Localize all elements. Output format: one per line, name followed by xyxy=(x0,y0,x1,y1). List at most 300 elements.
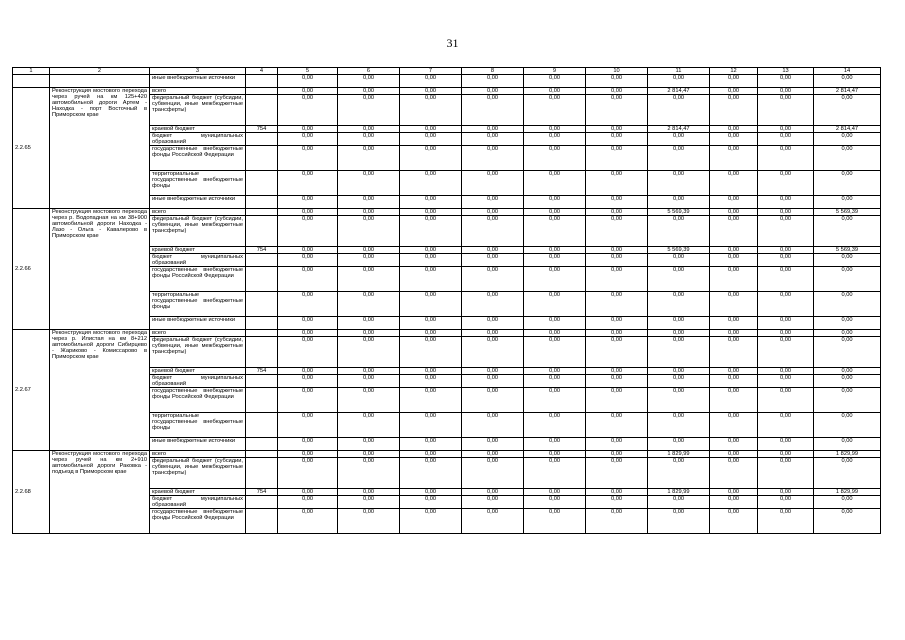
amount-cell: 0,00 xyxy=(586,413,648,438)
amount-cell: 0,00 xyxy=(586,171,648,196)
amount-cell: 0,00 xyxy=(400,292,462,317)
column-header: 9 xyxy=(524,68,586,75)
amount-cell: 0,00 xyxy=(400,458,462,489)
amount-cell: 0,00 xyxy=(524,388,586,413)
amount-cell: 0,00 xyxy=(814,196,881,209)
amount-cell: 0,00 xyxy=(462,267,524,292)
amount-cell: 0,00 xyxy=(278,458,338,489)
amount-cell: 0,00 xyxy=(338,209,400,216)
amount-cell: 0,00 xyxy=(338,133,400,146)
amount-cell: 0,00 xyxy=(524,451,586,458)
amount-cell: 0,00 xyxy=(524,88,586,95)
amount-cell: 0,00 xyxy=(462,489,524,496)
amount-cell: 0,00 xyxy=(758,496,814,509)
amount-cell: 0,00 xyxy=(400,337,462,368)
amount-cell: 0,00 xyxy=(648,75,710,88)
budget-code xyxy=(246,317,278,330)
object-name: Реконструкция мостового перехода через р. Водопадная на км 38+900 автомобильной дороги Находка - Лазо - Ольга - Кавалерово в Приморском крае xyxy=(50,209,150,330)
amount-cell: 0,00 xyxy=(278,126,338,133)
amount-cell: 0,00 xyxy=(338,317,400,330)
amount-cell: 0,00 xyxy=(278,413,338,438)
amount-cell: 0,00 xyxy=(814,292,881,317)
amount-cell: 0,00 xyxy=(586,458,648,489)
budget-code xyxy=(246,337,278,368)
amount-cell: 0,00 xyxy=(524,413,586,438)
funding-source: территориальные государственные внебюджетные фонды xyxy=(150,171,246,196)
amount-cell: 0,00 xyxy=(524,254,586,267)
amount-cell: 0,00 xyxy=(524,216,586,247)
amount-cell: 0,00 xyxy=(586,337,648,368)
amount-cell: 0,00 xyxy=(814,375,881,388)
budget-code xyxy=(246,216,278,247)
column-header: 3 xyxy=(150,68,246,75)
funding-source: федеральный бюджет (субсидии, субвенции, иные межбюджетные трансферты) xyxy=(150,216,246,247)
amount-cell: 0,00 xyxy=(400,317,462,330)
amount-cell: 0,00 xyxy=(648,146,710,171)
amount-cell: 0,00 xyxy=(648,438,710,451)
amount-cell: 0,00 xyxy=(278,317,338,330)
amount-cell: 0,00 xyxy=(462,451,524,458)
amount-cell: 0,00 xyxy=(648,330,710,337)
amount-cell: 0,00 xyxy=(814,171,881,196)
header-row xyxy=(13,68,881,75)
amount-cell: 0,00 xyxy=(338,146,400,171)
amount-cell: 0,00 xyxy=(710,247,758,254)
column-header: 8 xyxy=(462,68,524,75)
budget-code xyxy=(246,75,278,88)
amount-cell: 0,00 xyxy=(278,254,338,267)
amount-cell: 0,00 xyxy=(710,95,758,126)
table-row xyxy=(13,451,881,458)
amount-cell: 0,00 xyxy=(462,375,524,388)
budget-code xyxy=(246,146,278,171)
amount-cell: 0,00 xyxy=(710,489,758,496)
budget-code xyxy=(246,171,278,196)
amount-cell: 0,00 xyxy=(758,209,814,216)
amount-cell: 0,00 xyxy=(338,451,400,458)
amount-cell: 0,00 xyxy=(462,88,524,95)
amount-cell: 0,00 xyxy=(586,267,648,292)
amount-cell: 0,00 xyxy=(278,171,338,196)
budget-code xyxy=(246,209,278,216)
amount-cell: 0,00 xyxy=(814,368,881,375)
amount-cell: 0,00 xyxy=(524,247,586,254)
amount-cell: 0,00 xyxy=(648,375,710,388)
amount-cell: 0,00 xyxy=(338,75,400,88)
amount-cell: 0,00 xyxy=(524,196,586,209)
budget-code xyxy=(246,133,278,146)
amount-cell: 0,00 xyxy=(710,254,758,267)
funding-source: всего xyxy=(150,451,246,458)
amount-cell: 0,00 xyxy=(814,267,881,292)
table-header xyxy=(13,68,881,75)
amount-cell: 0,00 xyxy=(758,126,814,133)
amount-cell: 0,00 xyxy=(758,451,814,458)
amount-cell: 0,00 xyxy=(462,337,524,368)
amount-cell: 0,00 xyxy=(524,330,586,337)
amount-cell: 0,00 xyxy=(400,88,462,95)
amount-cell: 0,00 xyxy=(814,133,881,146)
amount-cell: 0,00 xyxy=(710,171,758,196)
funding-source: государственные внебюджетные фонды Российской Федерации xyxy=(150,146,246,171)
amount-cell: 0,00 xyxy=(648,196,710,209)
budget-code xyxy=(246,292,278,317)
amount-cell: 0,00 xyxy=(586,509,648,534)
funding-source: краевой бюджет xyxy=(150,368,246,375)
amount-cell: 0,00 xyxy=(278,509,338,534)
amount-cell: 0,00 xyxy=(710,196,758,209)
column-header: 13 xyxy=(758,68,814,75)
amount-cell: 0,00 xyxy=(758,413,814,438)
amount-cell: 0,00 xyxy=(710,216,758,247)
amount-cell: 0,00 xyxy=(758,75,814,88)
budget-code xyxy=(246,254,278,267)
amount-cell: 0,00 xyxy=(758,317,814,330)
column-header: 12 xyxy=(710,68,758,75)
amount-cell: 0,00 xyxy=(710,209,758,216)
amount-cell: 0,00 xyxy=(758,509,814,534)
amount-cell: 0,00 xyxy=(462,146,524,171)
amount-cell: 0,00 xyxy=(586,438,648,451)
column-header: 7 xyxy=(400,68,462,75)
funding-source: краевой бюджет xyxy=(150,247,246,254)
amount-cell: 0,00 xyxy=(338,337,400,368)
column-header: 1 xyxy=(13,68,50,75)
amount-cell: 0,00 xyxy=(814,75,881,88)
amount-cell: 0,00 xyxy=(648,254,710,267)
budget-code: 754 xyxy=(246,368,278,375)
budget-code xyxy=(246,458,278,489)
amount-cell: 0,00 xyxy=(758,337,814,368)
amount-cell: 2 814,47 xyxy=(648,88,710,95)
amount-cell: 0,00 xyxy=(710,267,758,292)
amount-cell: 0,00 xyxy=(758,368,814,375)
budget-code: 754 xyxy=(246,489,278,496)
amount-cell: 0,00 xyxy=(758,388,814,413)
budget-code xyxy=(246,88,278,95)
amount-cell: 0,00 xyxy=(758,171,814,196)
amount-cell: 1 829,99 xyxy=(648,451,710,458)
amount-cell: 0,00 xyxy=(814,95,881,126)
amount-cell: 0,00 xyxy=(338,171,400,196)
amount-cell: 0,00 xyxy=(338,267,400,292)
amount-cell: 0,00 xyxy=(278,292,338,317)
amount-cell: 0,00 xyxy=(400,247,462,254)
amount-cell: 0,00 xyxy=(462,216,524,247)
amount-cell: 0,00 xyxy=(586,247,648,254)
amount-cell: 0,00 xyxy=(400,330,462,337)
funding-source: территориальные государственные внебюджетные фонды xyxy=(150,413,246,438)
amount-cell: 0,00 xyxy=(400,375,462,388)
amount-cell: 0,00 xyxy=(758,88,814,95)
amount-cell: 0,00 xyxy=(524,95,586,126)
object-name: Реконструкция мостового перехода через ручей на км 125+420 автомобильной дороги Артем - Находка - порт Восточный в Приморском крае xyxy=(50,88,150,209)
amount-cell: 0,00 xyxy=(278,267,338,292)
amount-cell: 0,00 xyxy=(338,388,400,413)
funding-source: иные внебюджетные источники xyxy=(150,75,246,88)
budget-code xyxy=(246,375,278,388)
amount-cell: 0,00 xyxy=(710,337,758,368)
amount-cell: 0,00 xyxy=(758,247,814,254)
amount-cell: 5 569,39 xyxy=(814,247,881,254)
amount-cell: 0,00 xyxy=(400,388,462,413)
amount-cell: 0,00 xyxy=(400,146,462,171)
column-header: 5 xyxy=(278,68,338,75)
amount-cell: 0,00 xyxy=(400,509,462,534)
budget-code: 754 xyxy=(246,126,278,133)
amount-cell: 0,00 xyxy=(462,95,524,126)
amount-cell: 0,00 xyxy=(814,509,881,534)
amount-cell: 0,00 xyxy=(586,209,648,216)
amount-cell: 0,00 xyxy=(524,209,586,216)
amount-cell: 0,00 xyxy=(400,413,462,438)
amount-cell: 0,00 xyxy=(586,88,648,95)
amount-cell: 0,00 xyxy=(462,171,524,196)
amount-cell: 0,00 xyxy=(586,375,648,388)
amount-cell: 0,00 xyxy=(710,146,758,171)
amount-cell: 1 829,99 xyxy=(648,489,710,496)
funding-source: краевой бюджет xyxy=(150,489,246,496)
amount-cell: 0,00 xyxy=(338,330,400,337)
amount-cell: 0,00 xyxy=(338,126,400,133)
amount-cell: 0,00 xyxy=(814,254,881,267)
column-header: 2 xyxy=(50,68,150,75)
amount-cell: 0,00 xyxy=(586,330,648,337)
amount-cell: 0,00 xyxy=(586,388,648,413)
amount-cell: 2 814,47 xyxy=(648,126,710,133)
amount-cell: 0,00 xyxy=(278,88,338,95)
amount-cell: 0,00 xyxy=(710,451,758,458)
amount-cell: 0,00 xyxy=(814,330,881,337)
amount-cell: 0,00 xyxy=(586,95,648,126)
budget-code: 754 xyxy=(246,247,278,254)
table-row xyxy=(13,88,881,95)
amount-cell: 0,00 xyxy=(462,458,524,489)
amount-cell: 0,00 xyxy=(758,489,814,496)
amount-cell: 0,00 xyxy=(524,368,586,375)
budget-code xyxy=(246,388,278,413)
column-header: 14 xyxy=(814,68,881,75)
amount-cell: 0,00 xyxy=(400,496,462,509)
amount-cell: 0,00 xyxy=(400,368,462,375)
amount-cell: 0,00 xyxy=(338,216,400,247)
funding-source: всего xyxy=(150,88,246,95)
amount-cell: 0,00 xyxy=(278,330,338,337)
amount-cell: 0,00 xyxy=(462,509,524,534)
amount-cell: 0,00 xyxy=(814,496,881,509)
amount-cell: 0,00 xyxy=(278,388,338,413)
amount-cell: 0,00 xyxy=(758,133,814,146)
amount-cell: 0,00 xyxy=(278,337,338,368)
amount-cell: 0,00 xyxy=(758,330,814,337)
amount-cell: 0,00 xyxy=(278,216,338,247)
amount-cell: 2 814,47 xyxy=(814,126,881,133)
amount-cell: 0,00 xyxy=(462,496,524,509)
amount-cell: 0,00 xyxy=(462,247,524,254)
amount-cell: 0,00 xyxy=(814,438,881,451)
amount-cell: 0,00 xyxy=(758,95,814,126)
amount-cell: 0,00 xyxy=(400,196,462,209)
amount-cell: 0,00 xyxy=(338,247,400,254)
amount-cell: 0,00 xyxy=(462,317,524,330)
amount-cell: 0,00 xyxy=(586,254,648,267)
amount-cell: 0,00 xyxy=(586,317,648,330)
amount-cell: 0,00 xyxy=(400,171,462,196)
amount-cell: 0,00 xyxy=(338,458,400,489)
amount-cell: 0,00 xyxy=(710,88,758,95)
amount-cell: 0,00 xyxy=(586,368,648,375)
budget-code xyxy=(246,413,278,438)
amount-cell: 0,00 xyxy=(400,451,462,458)
amount-cell: 0,00 xyxy=(814,317,881,330)
amount-cell: 0,00 xyxy=(648,267,710,292)
funding-source: иные внебюджетные источники xyxy=(150,317,246,330)
amount-cell: 0,00 xyxy=(758,267,814,292)
amount-cell: 0,00 xyxy=(400,438,462,451)
funding-source: бюджет муниципальных образований xyxy=(150,496,246,509)
object-name: Реконструкция мостового перехода через ручей на км 2+910 автомобильной дороги Раковка - подъезд в Приморском крае xyxy=(50,451,150,534)
amount-cell: 0,00 xyxy=(338,496,400,509)
funding-source: всего xyxy=(150,330,246,337)
budget-code xyxy=(246,451,278,458)
amount-cell: 0,00 xyxy=(648,95,710,126)
amount-cell: 0,00 xyxy=(648,413,710,438)
amount-cell: 0,00 xyxy=(648,317,710,330)
amount-cell: 0,00 xyxy=(586,133,648,146)
funding-source: краевой бюджет xyxy=(150,126,246,133)
amount-cell: 0,00 xyxy=(278,209,338,216)
funding-source: федеральный бюджет (субсидии, субвенции, иные межбюджетные трансферты) xyxy=(150,458,246,489)
amount-cell: 0,00 xyxy=(710,317,758,330)
amount-cell: 0,00 xyxy=(278,438,338,451)
amount-cell: 0,00 xyxy=(814,146,881,171)
funding-source: всего xyxy=(150,209,246,216)
amount-cell: 0,00 xyxy=(524,133,586,146)
amount-cell: 0,00 xyxy=(710,509,758,534)
amount-cell: 0,00 xyxy=(462,330,524,337)
item-index: 2.2.68 xyxy=(13,451,50,534)
amount-cell: 0,00 xyxy=(648,133,710,146)
amount-cell: 1 829,99 xyxy=(814,451,881,458)
funding-source: бюджет муниципальных образований xyxy=(150,254,246,267)
amount-cell: 0,00 xyxy=(462,438,524,451)
amount-cell: 0,00 xyxy=(814,458,881,489)
amount-cell: 0,00 xyxy=(400,75,462,88)
funding-source: государственные внебюджетные фонды Российской Федерации xyxy=(150,388,246,413)
object-name xyxy=(50,75,150,88)
amount-cell: 0,00 xyxy=(338,489,400,496)
amount-cell: 0,00 xyxy=(710,368,758,375)
amount-cell: 0,00 xyxy=(278,133,338,146)
amount-cell: 0,00 xyxy=(758,196,814,209)
column-header: 6 xyxy=(338,68,400,75)
amount-cell: 0,00 xyxy=(758,458,814,489)
amount-cell: 0,00 xyxy=(338,509,400,534)
amount-cell: 0,00 xyxy=(338,375,400,388)
amount-cell: 0,00 xyxy=(524,292,586,317)
amount-cell: 0,00 xyxy=(524,337,586,368)
amount-cell: 0,00 xyxy=(758,292,814,317)
amount-cell: 0,00 xyxy=(586,451,648,458)
amount-cell: 0,00 xyxy=(278,247,338,254)
amount-cell: 0,00 xyxy=(524,375,586,388)
amount-cell: 0,00 xyxy=(400,254,462,267)
funding-source: бюджет муниципальных образований xyxy=(150,375,246,388)
amount-cell: 0,00 xyxy=(586,496,648,509)
table-row xyxy=(13,75,881,88)
amount-cell: 0,00 xyxy=(710,126,758,133)
amount-cell: 0,00 xyxy=(278,95,338,126)
amount-cell: 0,00 xyxy=(524,438,586,451)
amount-cell: 0,00 xyxy=(648,171,710,196)
budget-table xyxy=(12,67,881,534)
amount-cell: 0,00 xyxy=(524,317,586,330)
amount-cell: 0,00 xyxy=(338,88,400,95)
amount-cell: 0,00 xyxy=(524,267,586,292)
amount-cell: 0,00 xyxy=(278,75,338,88)
item-index xyxy=(13,75,50,88)
amount-cell: 0,00 xyxy=(710,496,758,509)
amount-cell: 0,00 xyxy=(710,438,758,451)
budget-code xyxy=(246,438,278,451)
amount-cell: 0,00 xyxy=(400,126,462,133)
amount-cell: 1 829,99 xyxy=(814,489,881,496)
amount-cell: 0,00 xyxy=(710,133,758,146)
amount-cell: 0,00 xyxy=(524,496,586,509)
budget-code xyxy=(246,267,278,292)
amount-cell: 5 569,39 xyxy=(648,209,710,216)
amount-cell: 0,00 xyxy=(524,509,586,534)
amount-cell: 0,00 xyxy=(524,126,586,133)
amount-cell: 0,00 xyxy=(278,451,338,458)
amount-cell: 0,00 xyxy=(586,489,648,496)
amount-cell: 0,00 xyxy=(400,489,462,496)
funding-source: федеральный бюджет (субсидии, субвенции, иные межбюджетные трансферты) xyxy=(150,95,246,126)
amount-cell: 0,00 xyxy=(462,368,524,375)
amount-cell: 0,00 xyxy=(462,413,524,438)
amount-cell: 0,00 xyxy=(648,388,710,413)
amount-cell: 0,00 xyxy=(710,388,758,413)
amount-cell: 5 569,39 xyxy=(814,209,881,216)
column-header: 4 xyxy=(246,68,278,75)
table-row xyxy=(13,209,881,216)
table-row xyxy=(13,330,881,337)
budget-code xyxy=(246,509,278,534)
amount-cell: 0,00 xyxy=(338,368,400,375)
amount-cell: 0,00 xyxy=(524,171,586,196)
amount-cell: 0,00 xyxy=(462,126,524,133)
amount-cell: 0,00 xyxy=(648,368,710,375)
amount-cell: 0,00 xyxy=(462,388,524,413)
amount-cell: 0,00 xyxy=(462,292,524,317)
budget-code xyxy=(246,496,278,509)
amount-cell: 0,00 xyxy=(710,458,758,489)
object-name: Реконструкция мостового перехода через р. Илистая на км 8+212 автомобильной дороги Сибирцево - Жариково - Комиссарово в Приморском крае xyxy=(50,330,150,451)
amount-cell: 2 814,47 xyxy=(814,88,881,95)
funding-source: территориальные государственные внебюджетные фонды xyxy=(150,292,246,317)
page-number: 31 xyxy=(446,36,459,50)
amount-cell: 0,00 xyxy=(648,292,710,317)
funding-source: иные внебюджетные источники xyxy=(150,438,246,451)
funding-source: государственные внебюджетные фонды Российской Федерации xyxy=(150,509,246,534)
amount-cell: 0,00 xyxy=(710,413,758,438)
amount-cell: 0,00 xyxy=(710,75,758,88)
amount-cell: 0,00 xyxy=(400,209,462,216)
amount-cell: 0,00 xyxy=(338,196,400,209)
amount-cell: 0,00 xyxy=(814,216,881,247)
budget-code xyxy=(246,330,278,337)
amount-cell: 0,00 xyxy=(586,196,648,209)
